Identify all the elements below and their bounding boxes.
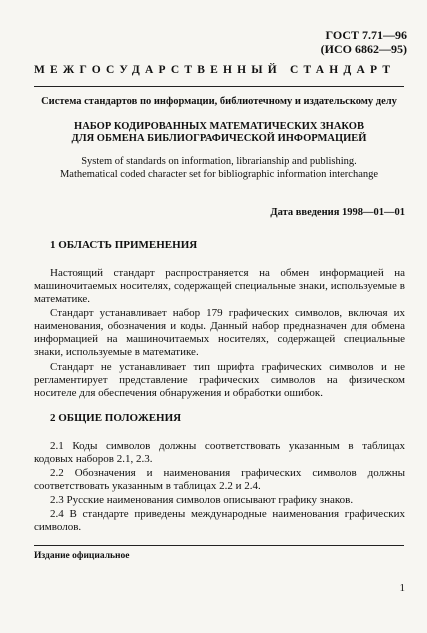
standards-series: Система стандартов по информации, библиотечному и издательскому делу: [41, 96, 397, 107]
footer-rule: [34, 545, 404, 546]
title-ru-line: НАБОР КОДИРОВАННЫХ МАТЕМАТИЧЕСКИХ ЗНАКОВ: [74, 121, 364, 132]
edition-label: Издание официальное: [34, 551, 130, 561]
paragraph: 2.2 Обозначения и наименования графических символов должны соответствовать указанным в таблицах 2.2 и 2.4.: [34, 467, 405, 492]
gost-number: ГОСТ 7.71—96: [325, 28, 407, 42]
introduction-date: Дата введения 1998—01—01: [270, 207, 405, 218]
paragraph: Стандарт устанавливает набор 179 графических символов, включая их наименования, обозначения и коды. Данный набор предназначен для обмена информацией на машиночитаемых носителях, содержащей специальные знаки, используемые в математике.: [34, 307, 405, 358]
standard-title: МЕЖГОСУДАРСТВЕННЫЙ СТАНДАРТ: [34, 64, 396, 76]
paragraph: Стандарт не устанавливает тип шрифта графических символов и не регламентирует представление графических символов на физическом носителе для обеспечения обнаружения и обработки ошибок.: [34, 361, 405, 399]
title-en-line: System of standards on information, librarianship and publishing.: [81, 156, 357, 167]
title-rule: [34, 86, 404, 87]
paragraph: Настоящий стандарт распространяется на обмен информацией на машиночитаемых носителях, содержащей специальные знаки, используемые в математике.: [34, 267, 405, 305]
section-heading: 1 ОБЛАСТЬ ПРИМЕНЕНИЯ: [50, 239, 198, 251]
paragraph: 2.4 В стандарте приведены международные наименования графических символов.: [34, 508, 405, 533]
document-title-en: [34, 155, 404, 181]
paragraph: 2.3 Русские наименования символов описывают графику знаков.: [50, 494, 354, 506]
paragraph: 2.1 Коды символов должны соответствовать указанным в таблицах кодовых наборов 2.1, 2.3.: [34, 440, 405, 465]
section-heading: 2 ОБЩИЕ ПОЛОЖЕНИЯ: [50, 412, 182, 424]
document-title-ru: [34, 121, 404, 145]
title-en-line: Mathematical coded character set for bibliographic information interchange: [59, 169, 379, 180]
page-number: 1: [399, 582, 405, 594]
title-ru-line: ДЛЯ ОБМЕНА БИБЛИОГРАФИЧЕСКОЙ ИНФОРМАЦИЕЙ: [71, 133, 367, 144]
gost-code: [321, 28, 407, 56]
iso-number: (ИСО 6862—95): [320, 42, 407, 56]
